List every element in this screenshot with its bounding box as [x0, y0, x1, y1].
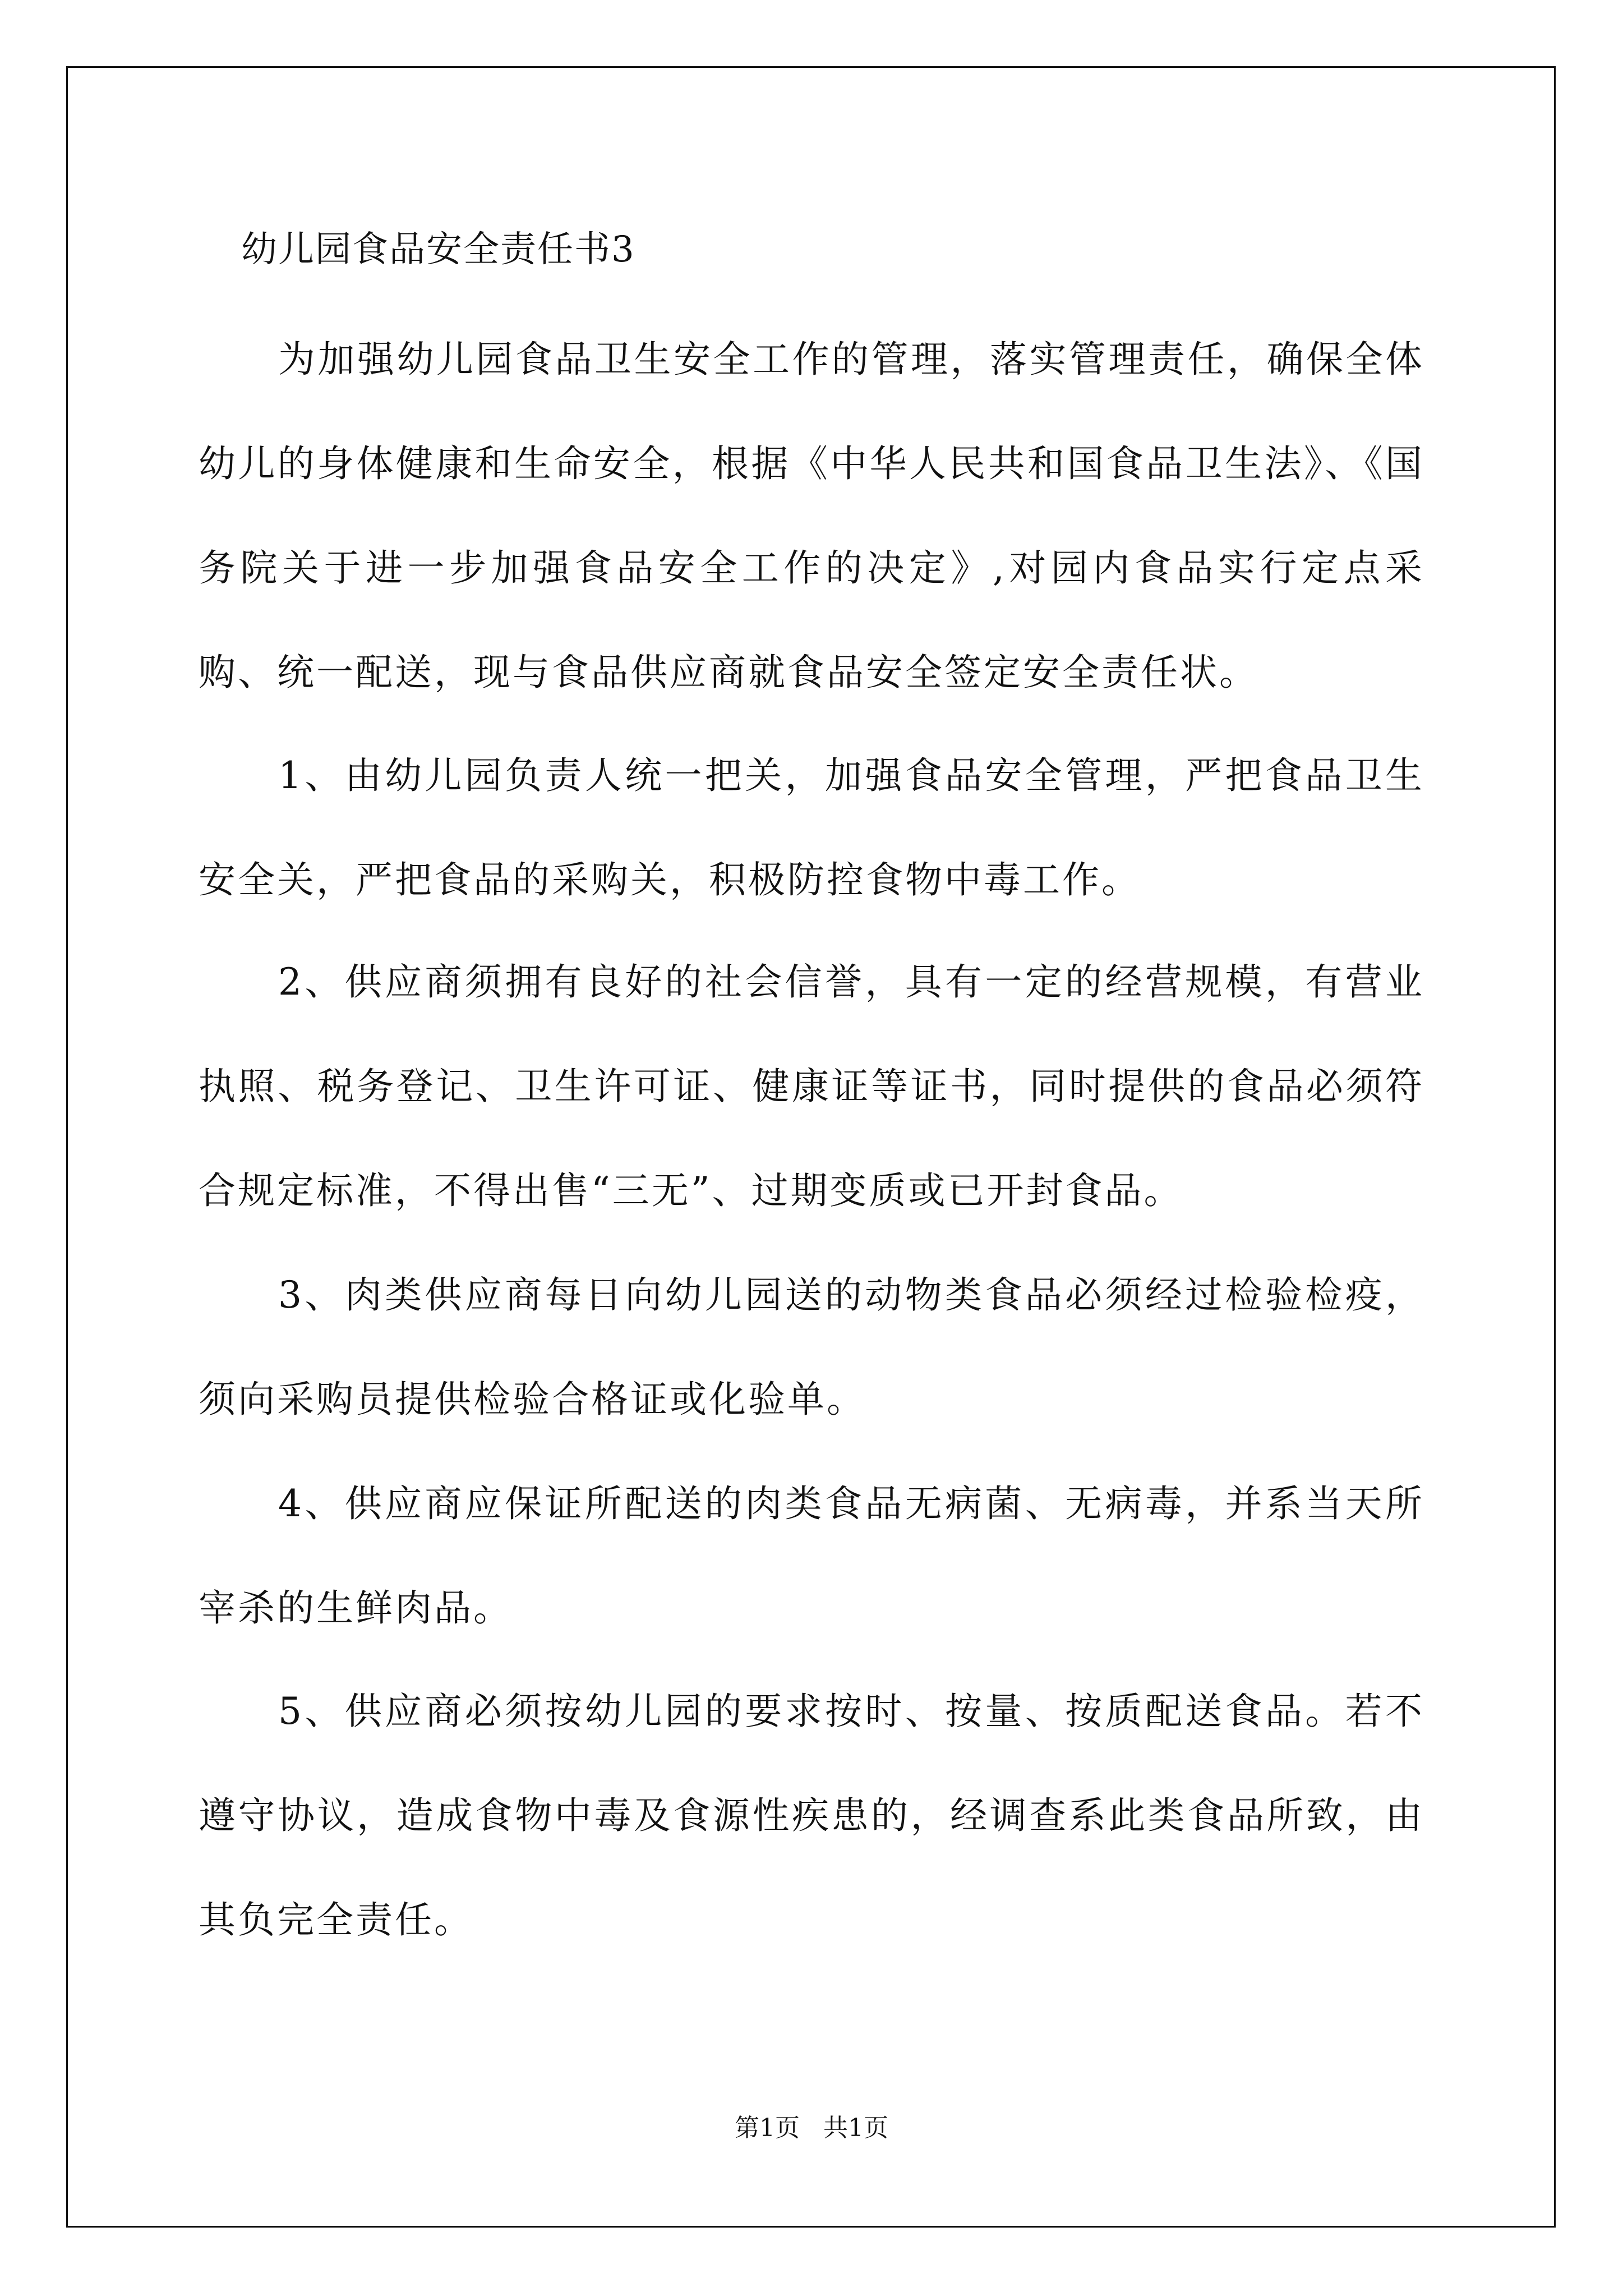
paragraph-intro: 为加强幼儿园食品卫生安全工作的管理，落实管理责任，确保全体幼儿的身体健康和生命安全，根据《中华人民共和国食品卫生法》、《国务院关于进一步加强食品安全工作的决定》,对园内食品实行定点采购、统一配送，现与食品供应商就食品安全签定安全责任状。	[199, 338, 1424, 694]
paragraph-item-4: 4、供应商应保证所配送的肉类食品无病菌、无病毒，并系当天所宰杀的生鲜肉品。	[199, 1482, 1424, 1630]
paragraph-item-1: 1、由幼儿园负责人统一把关，加强食品安全管理，严把食品卫生安全关，严把食品的采购关，积极防控食物中毒工作。	[199, 754, 1424, 901]
paragraph-item-5: 5、供应商必须按幼儿园的要求按时、按量、按质配送食品。若不遵守协议，造成食物中毒及食源性疾患的，经调查系此类食品所致，由其负完全责任。	[199, 1690, 1424, 1941]
page-number-footer: 第1页 共1页	[735, 2114, 888, 2142]
document-title: 幼儿园食品安全责任书3	[241, 229, 635, 270]
paragraph-item-3: 3、肉类供应商每日向幼儿园送的动物类食品必须经过检验检疫，须向采购员提供检验合格证或化验单。	[199, 1273, 1424, 1421]
paragraph-item-2: 2、供应商须拥有良好的社会信誉，具有一定的经营规模，有营业执照、税务登记、卫生许可证、健康证等证书，同时提供的食品必须符合规定标准，不得出售“三无”、过期变质或已开封食品。	[199, 960, 1424, 1212]
